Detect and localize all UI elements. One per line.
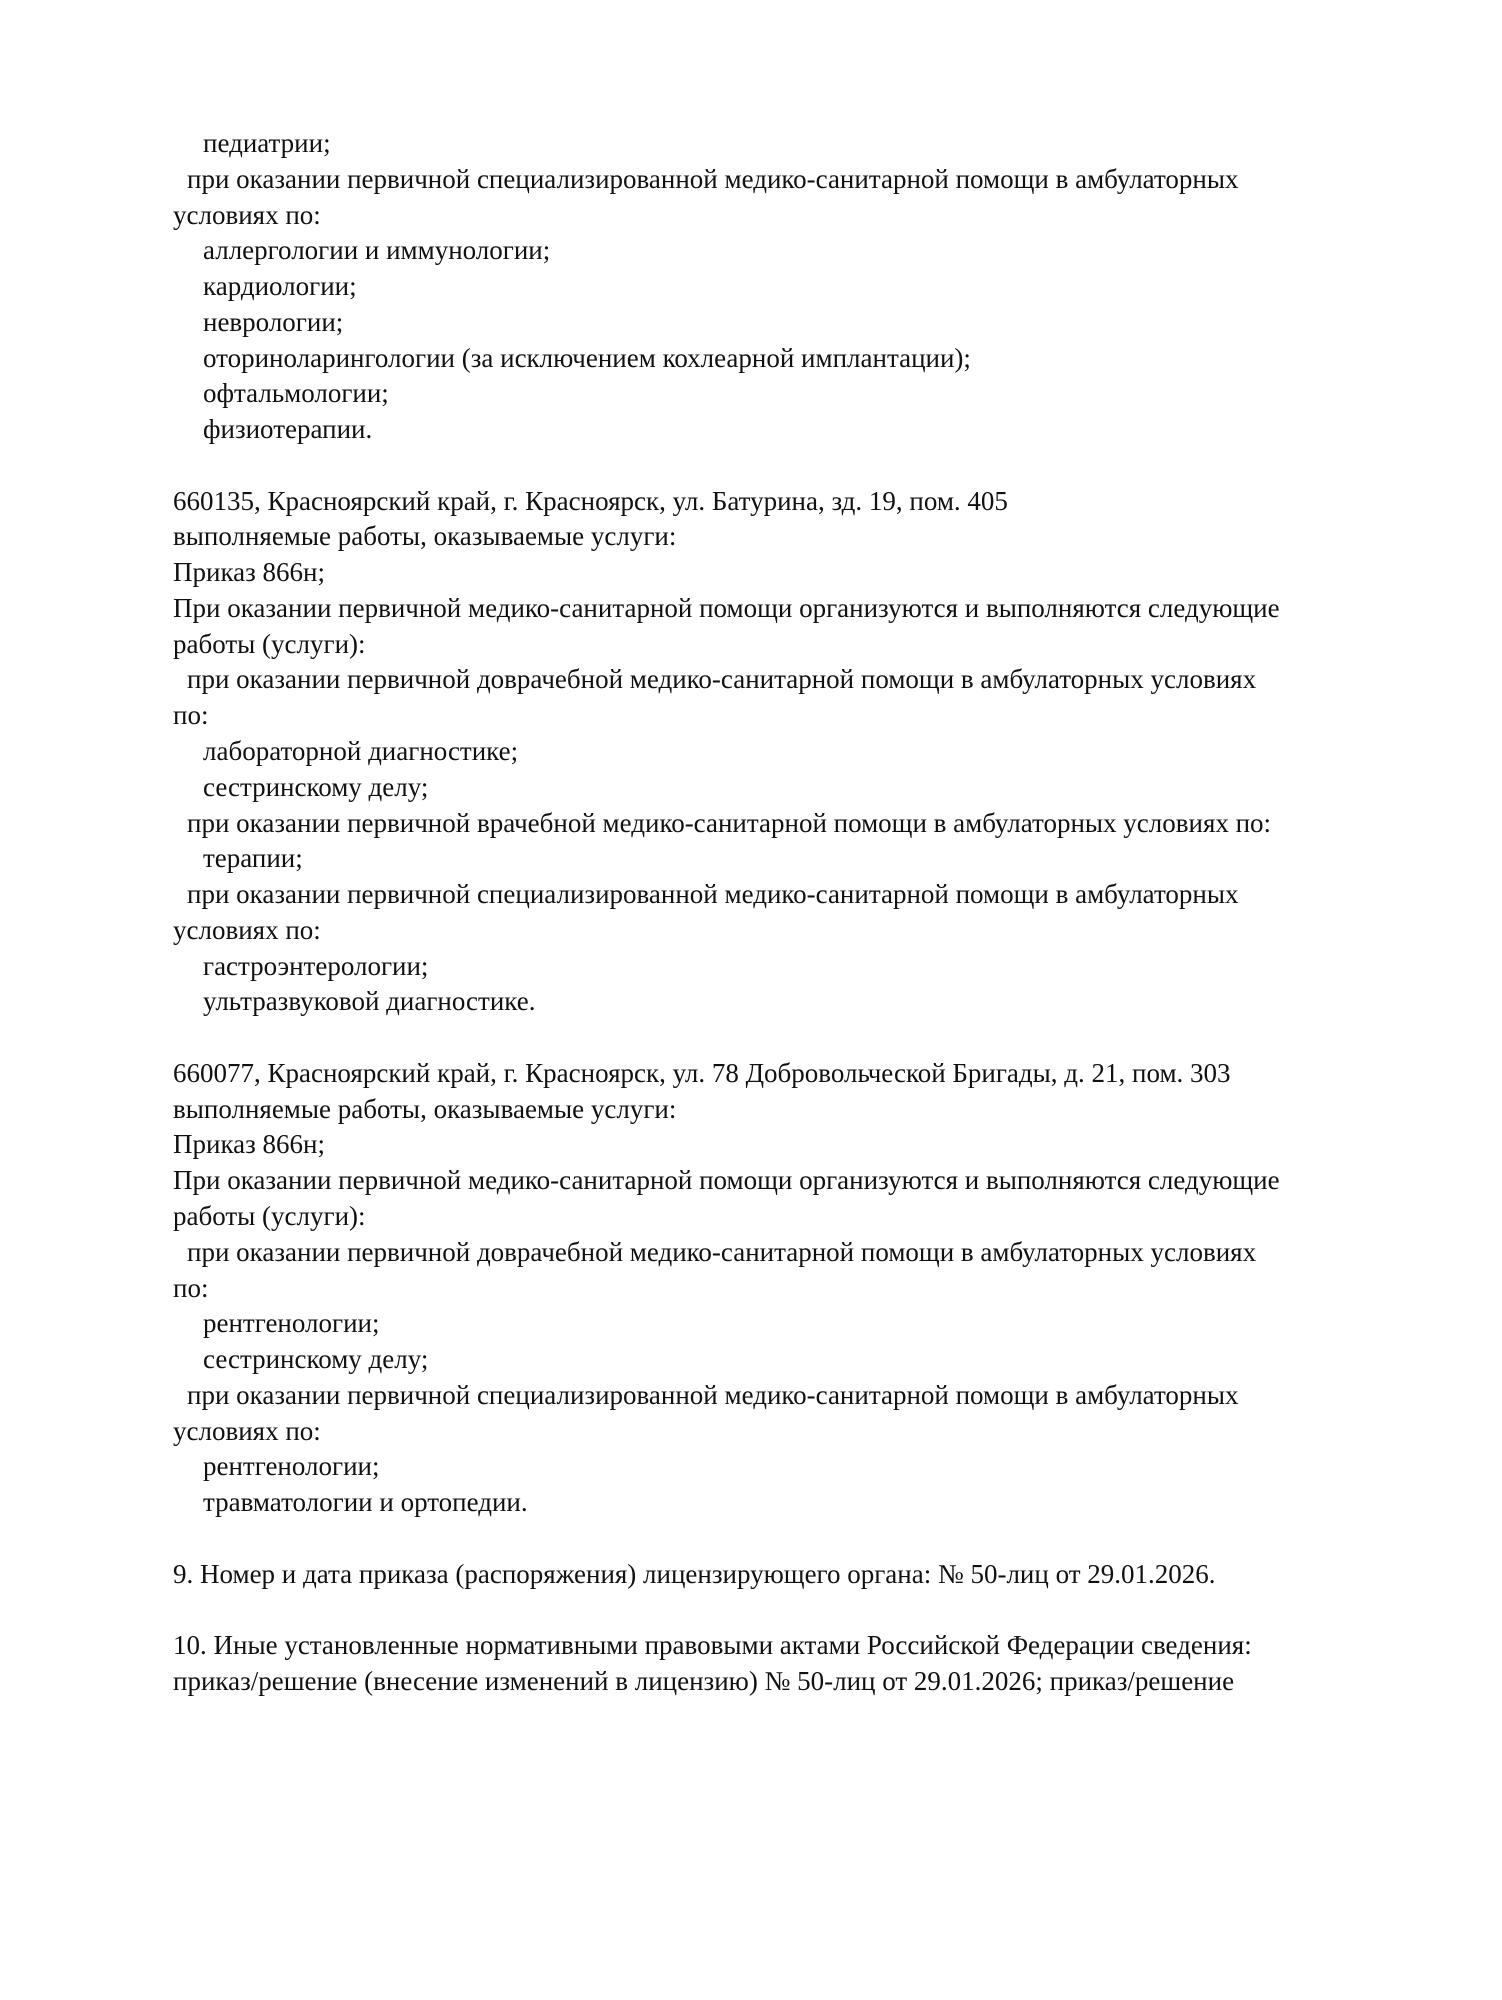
service-item: терапии; <box>203 843 303 874</box>
address-block-2 <box>173 1056 1373 1521</box>
works-label: выполняемые работы, оказываемые услуги: <box>173 521 677 552</box>
section-10-other-info <box>173 1628 1373 1700</box>
spacer <box>173 1020 1373 1056</box>
service-item: аллергологии и иммунологии; <box>203 235 551 266</box>
intro-text: При оказании первичной медико-санитарной помощи организуются и выполняются следующие <box>173 592 1280 623</box>
service-item: травматологии и ортопедии. <box>203 1487 528 1518</box>
service-item: сестринскому делу; <box>203 771 429 802</box>
intro-text-cont: работы (услуги): <box>173 1200 366 1231</box>
service-category: при оказании первичной специализированной медико-санитарной помощи в амбулаторных <box>187 1379 1239 1410</box>
service-item: лабораторной диагностике; <box>203 736 519 767</box>
document-page <box>173 126 1373 1700</box>
service-item: кардиологии; <box>203 271 357 302</box>
service-category-cont: условиях по: <box>173 199 321 230</box>
spacer <box>173 448 1373 484</box>
service-item: рентгенологии; <box>203 1308 380 1339</box>
service-category-cont: условиях по: <box>173 1415 321 1446</box>
order-reference: Приказ 866н; <box>173 1129 326 1160</box>
spacer <box>173 1521 1373 1557</box>
works-label: выполняемые работы, оказываемые услуги: <box>173 1093 677 1124</box>
service-item: педиатрии; <box>203 128 331 158</box>
address-line: 660135, Красноярский край, г. Красноярск, ул. Батурина, зд. 19, пом. 405 <box>173 485 1008 516</box>
service-item: сестринскому делу; <box>203 1344 429 1375</box>
address-line: 660077, Красноярский край, г. Красноярск, ул. 78 Добровольческой Бригады, д. 21, пом. 303 <box>173 1057 1231 1088</box>
continued-services-block <box>173 126 1373 448</box>
service-item: гастроэнтерологии; <box>203 950 429 981</box>
service-category-cont: условиях по: <box>173 914 321 945</box>
service-item: рентгенологии; <box>203 1451 380 1482</box>
address-block-1 <box>173 484 1373 1020</box>
section-9-order-number: 9. Номер и дата приказа (распоряжения) лицензирующего органа: № 50-лиц от 29.01.2026. <box>173 1558 1216 1589</box>
service-item: неврологии; <box>203 306 344 337</box>
service-category-cont: по: <box>173 700 209 731</box>
service-item: ультразвуковой диагностике. <box>203 986 536 1017</box>
intro-text: При оказании первичной медико-санитарной помощи организуются и выполняются следующие <box>173 1165 1280 1196</box>
order-reference: Приказ 866н; <box>173 557 326 588</box>
section-10-line: 10. Иные установленные нормативными правовыми актами Российской Федерации сведения: <box>173 1630 1252 1661</box>
service-item: офтальмологии; <box>203 378 389 409</box>
service-item: оториноларингологии (за исключением кохлеарной имплантации); <box>203 342 971 373</box>
service-item: физиотерапии. <box>203 414 373 445</box>
service-category: при оказании первичной врачебной медико-санитарной помощи в амбулаторных условиях по: <box>187 807 1272 838</box>
section-10-line: приказ/решение (внесение изменений в лицензию) № 50-лиц от 29.01.2026; приказ/решение <box>173 1665 1235 1696</box>
service-category-cont: по: <box>173 1272 209 1303</box>
service-category: при оказании первичной доврачебной медико-санитарной помощи в амбулаторных условиях <box>187 1236 1257 1267</box>
service-category: при оказании первичной специализированной медико-санитарной помощи в амбулаторных <box>187 163 1239 194</box>
service-category: при оказании первичной специализированной медико-санитарной помощи в амбулаторных <box>187 879 1239 910</box>
intro-text-cont: работы (услуги): <box>173 628 366 659</box>
service-category: при оказании первичной доврачебной медико-санитарной помощи в амбулаторных условиях <box>187 664 1257 695</box>
spacer <box>173 1592 1373 1628</box>
